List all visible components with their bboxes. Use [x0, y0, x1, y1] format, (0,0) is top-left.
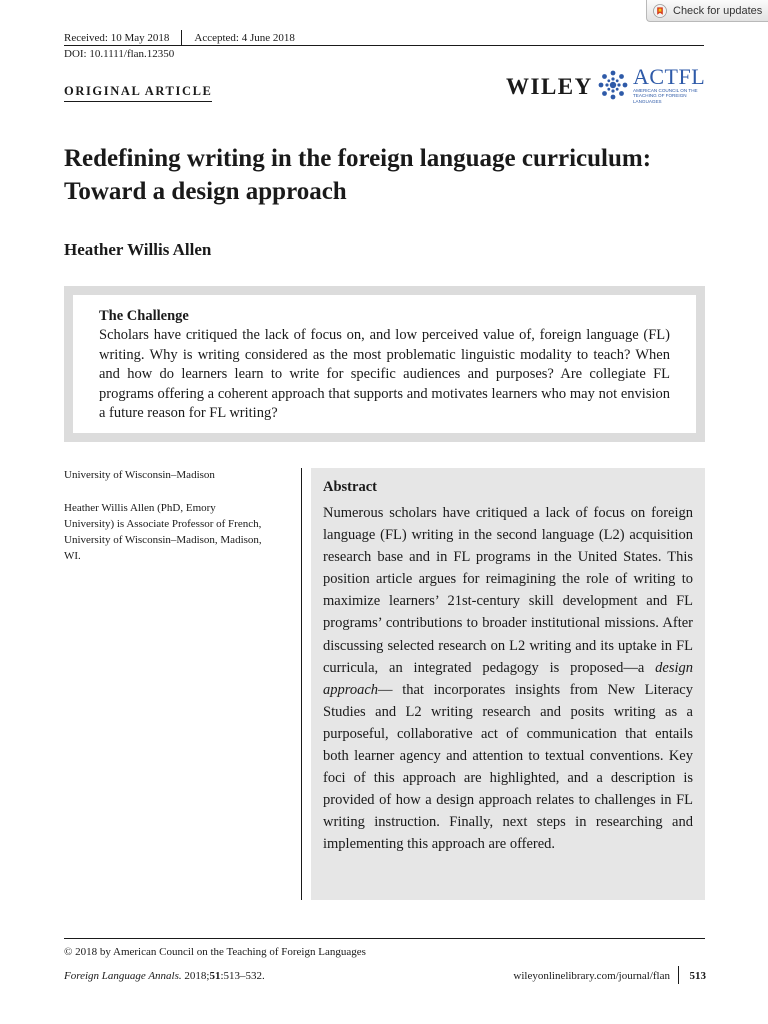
journal-site-link[interactable]: wileyonlinelibrary.com/journal/flan: [513, 970, 670, 982]
article-title: Redefining writing in the foreign language curriculum: Toward a design approach: [64, 145, 652, 205]
challenge-inner: [73, 295, 696, 433]
received-accepted-dates: [64, 30, 295, 46]
abstract-body: [323, 502, 693, 856]
page-number: 513: [689, 970, 706, 982]
challenge-title: The Challenge: [99, 308, 189, 324]
date-separator: [181, 30, 182, 46]
journal-citation: [64, 970, 265, 982]
header-rule: [64, 45, 704, 46]
article-type-label: ORIGINAL ARTICLE: [64, 84, 212, 102]
footer-rule: [64, 938, 705, 939]
challenge-box: [64, 286, 705, 442]
check-for-updates-button[interactable]: [646, 0, 768, 22]
copyright-notice: © 2018 by American Council on the Teaching of Foreign Languages: [64, 946, 366, 958]
abstract-box: [311, 468, 705, 900]
wiley-logo: WILEY: [506, 74, 593, 99]
author-name: Heather Willis Allen: [64, 240, 212, 259]
abstract-emphasis: design approach: [323, 659, 693, 698]
journal-name: Foreign Language Annals.: [64, 970, 182, 982]
actfl-logo-text: ACTFL: [633, 64, 706, 89]
journal-volume: 51: [209, 970, 221, 982]
challenge-body: Scholars have critiqued the lack of focus on, and low perceived value of, foreign language (FL) writing. Why is writing considered as the most problematic linguistic modality to teach? When and how do learners learn to write for specific audiences and purposes? Are collegiate FL programs offering a coherent approach that supports and motivates learners who may not envision a future reason for FL writing?: [99, 327, 670, 422]
author-bio: Heather Willis Allen (PhD, Emory University) is Associate Professor of French, University of Wisconsin–Madison, Madison, WI.: [64, 502, 262, 562]
received-date: Received: 10 May 2018: [64, 32, 170, 44]
journal-year: 2018;: [184, 970, 210, 982]
author-affiliation: University of Wisconsin–Madison: [64, 469, 215, 481]
actfl-emblem-icon: [596, 68, 630, 102]
accepted-date: Accepted: 4 June 2018: [194, 32, 295, 44]
actfl-logo-subtitle: AMERICAN COUNCIL ON THE TEACHING OF FOREIGN LANGUAGES: [633, 88, 698, 104]
abstract-title: Abstract: [323, 479, 377, 495]
column-divider: [301, 468, 302, 900]
check-for-updates-label: Check for updates: [673, 4, 763, 17]
page-number-separator: [678, 966, 679, 984]
check-for-updates-icon: [653, 4, 667, 18]
journal-pages: :513–532.: [220, 970, 265, 982]
doi[interactable]: DOI: 10.1111/flan.12350: [64, 48, 175, 60]
abstract-text-part-2: — that incorporates insights from New Literacy Studies and L2 writing research and posits writing as a purposeful, collaborative act of communication that entails both learner agency and attention to textual conventions. Key foci of this approach are highlighted, and a description is provided of how a design approach relates to challenges in FL writing instruction. Finally, next steps in researching and implementing this approach are offered.: [323, 681, 693, 853]
abstract-text-part-1: Numerous scholars have critiqued a lack of focus on foreign language (FL) writing in the second language (L2) acquisition research base and in FL programs in the United States. This position article argues for reimagining the role of writing to maximize learners’ 21st-century skill development and FL programs’ contributions to broader institutional missions. After discussing selected research on L2 writing and its uptake in FL curricula, an integrated pedagogy is proposed—a: [323, 505, 693, 676]
